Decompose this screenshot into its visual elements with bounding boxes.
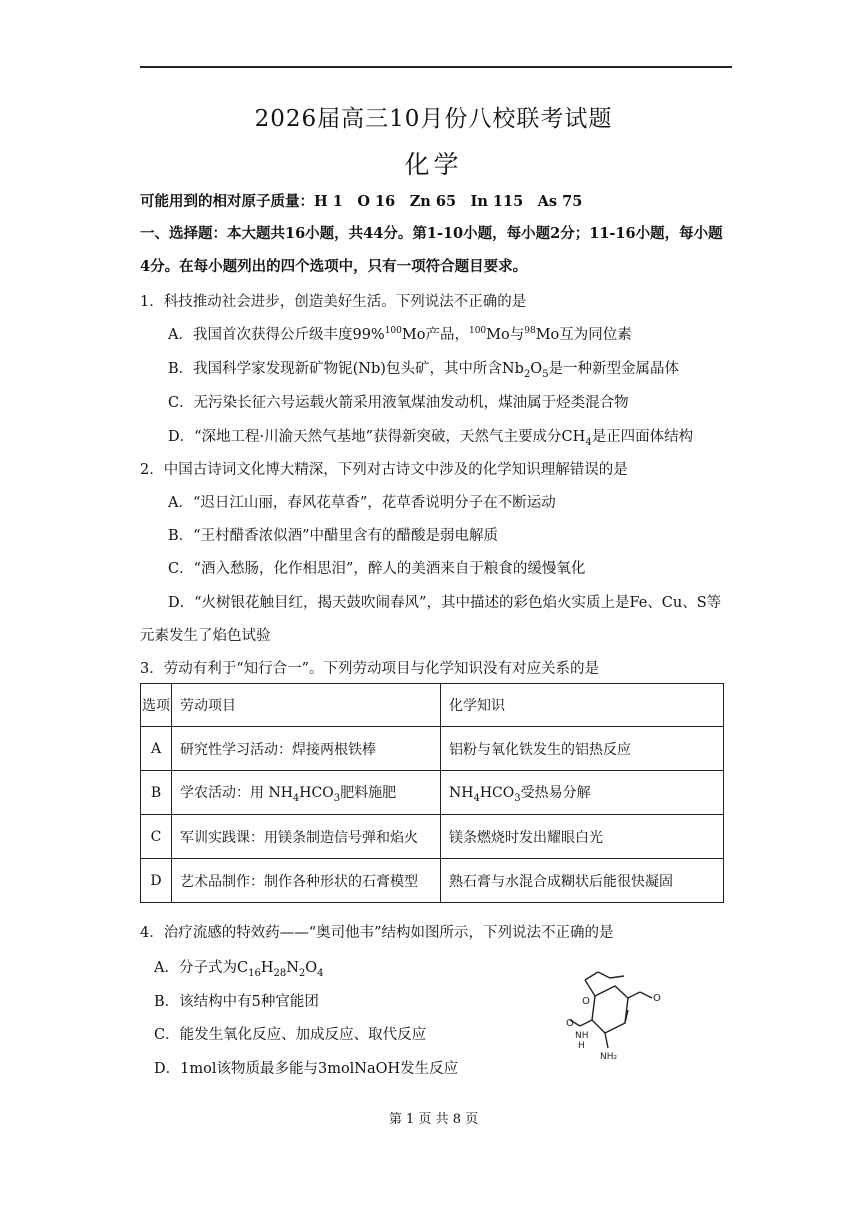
row-labor: 学农活动：用 $NH_4HCO_3$肥料施肥	[172, 771, 441, 815]
q1-option-b: B．我国科学家发现新矿物铌(Nb)包头矿，其中所含$Nb_2O_5$是一种新型金属晶体	[168, 361, 680, 380]
row-option: B	[141, 771, 172, 815]
atom-label-h: H	[578, 1041, 585, 1051]
row-chem: 镁条燃烧时发出耀眼白光	[441, 815, 724, 859]
row-option: D	[141, 859, 172, 903]
q3-table	[140, 683, 724, 903]
atom-label-o1: O	[566, 1018, 574, 1029]
row-chem: $NH_4HCO_3$受热易分解	[441, 771, 724, 815]
q2-option-d-line2: 元素发生了焰色试验	[140, 628, 271, 644]
q2-option-a: A．“迟日江山丽，春风花草香”，花草香说明分子在不断运动	[168, 495, 556, 511]
atom-label-o3: O	[582, 996, 590, 1007]
row-labor: 艺术品制作：制作各种形状的石膏模型	[172, 859, 441, 903]
q3-stem: 3．劳动有利于“知行合一”。下列劳动项目与化学知识没有对应关系的是	[140, 661, 600, 677]
q2-option-b: B．“王村醋香浓似酒”中醋里含有的醋酸是弱电解质	[168, 528, 498, 544]
table-header-labor: 劳动项目	[172, 684, 441, 727]
atom-label-o2: O	[653, 993, 661, 1004]
section-instructions-line2: 4分。在每小题列出的四个选项中，只有一项符合题目要求。	[140, 258, 528, 275]
q4-stem: 4．治疗流感的特效药——“奥司他韦”结构如图所示，下列说法不正确的是	[140, 925, 614, 941]
q4-option-d: D．1mol该物质最多能与3molNaOH发生反应	[154, 1061, 459, 1077]
atom-label-nh: NH	[575, 1031, 589, 1041]
table-row	[141, 727, 724, 771]
exam-title: 2026届高三10月份八校联考试题	[254, 106, 613, 132]
table-row	[141, 771, 724, 815]
table-row	[141, 859, 724, 903]
q4-option-c: C．能发生氧化反应、加成反应、取代反应	[154, 1027, 427, 1043]
table-header-option: 选项	[141, 684, 172, 727]
q1-option-d: D．“深地工程·川渝天然气基地”获得新突破，天然气主要成分$CH_4$是正四面体结构	[168, 429, 694, 448]
top-rule	[140, 66, 732, 68]
row-labor: 研究性学习活动：焊接两根铁棒	[172, 727, 441, 771]
row-chem: 熟石膏与水混合成糊状后能很快凝固	[441, 859, 724, 903]
q4-option-b: B．该结构中有5种官能团	[154, 994, 319, 1010]
row-labor: 军训实践课：用镁条制造信号弹和焰火	[172, 815, 441, 859]
atom-label-nh2: NH₂	[600, 1052, 618, 1062]
q1-stem: 1．科技推动社会进步，创造美好生活。下列说法不正确的是	[140, 294, 527, 310]
oseltamivir-structure	[540, 968, 670, 1068]
q1-option-c: C．无污染长征六号运载火箭采用液氧煤油发动机，煤油属于烃类混合物	[168, 395, 629, 411]
section-instructions-line1: 一、选择题：本大题共16小题，共44分。第1-10小题，每小题2分；11-16小题，每小题	[140, 225, 723, 242]
q2-stem: 2．中国古诗词文化博大精深，下列对古诗文中涉及的化学知识理解错误的是	[140, 462, 628, 478]
table-row	[141, 815, 724, 859]
q2-option-d-line1: D．“火树银花触目红，揭天鼓吹闹春风”，其中描述的彩色焰火实质上是Fe、Cu、S等	[168, 595, 722, 611]
q4-option-a: A．分子式为$C_{16}H_{28}N_2O_4$	[154, 960, 324, 979]
atomic-masses: 可能用到的相对原子质量：H 1 O 16 Zn 65 In 115 As 75	[140, 193, 583, 210]
page-footer: 第 1 页 共 8 页	[388, 1112, 479, 1127]
row-option: A	[141, 727, 172, 771]
table-header-chem: 化学知识	[441, 684, 724, 727]
q1-option-a: A．我国首次获得公斤级丰度99%$^{100}$Mo产品，$^{100}$Mo与$^{98}$Mo互为同位素	[168, 326, 632, 343]
q2-option-c: C．“酒入愁肠，化作相思泪”，醉人的美酒来自于粮食的缓慢氧化	[168, 561, 586, 577]
row-option: C	[141, 815, 172, 859]
table-header-row	[141, 684, 724, 727]
subject-title: 化学	[404, 150, 463, 179]
row-chem: 铝粉与氧化铁发生的铝热反应	[441, 727, 724, 771]
